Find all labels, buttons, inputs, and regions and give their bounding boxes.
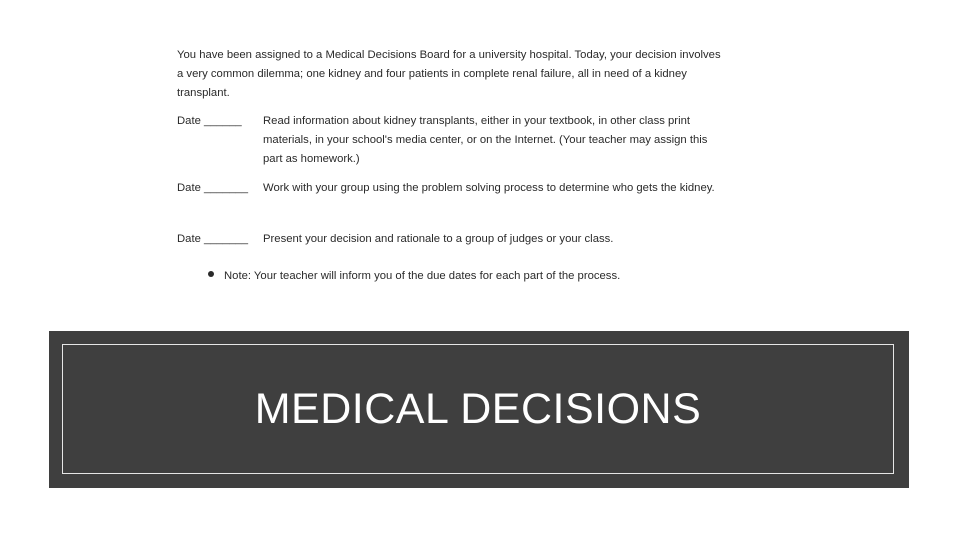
note-text: Note: Your teacher will inform you of the due dates for each part of the process. [224, 270, 621, 282]
intro-paragraph: You have been assigned to a Medical Decisions Board for a university hospital. Today, your decision involves a very common dilemma; one kidney and four patients in complete renal failure, all in need of a kidney transplant. [177, 49, 721, 99]
title-frame [62, 344, 894, 474]
date-label: Date _______ [177, 233, 248, 245]
title-panel [49, 331, 909, 488]
assignment-document [160, 38, 740, 296]
step-text: Read information about kidney transplants, either in your textbook, in other class print materials, in your school's media center, or on the Internet. (Your teacher may assign this part as homework.) [263, 115, 708, 165]
note-line [208, 267, 620, 286]
step-text: Present your decision and rationale to a group of judges or your class. [263, 233, 614, 245]
slide-title: MEDICAL DECISIONS [254, 384, 702, 433]
bullet-icon [208, 271, 214, 277]
date-label: Date ______ [177, 115, 242, 127]
step-text: Work with your group using the problem solving process to determine who gets the kidney. [263, 182, 715, 194]
date-label: Date _______ [177, 182, 248, 194]
